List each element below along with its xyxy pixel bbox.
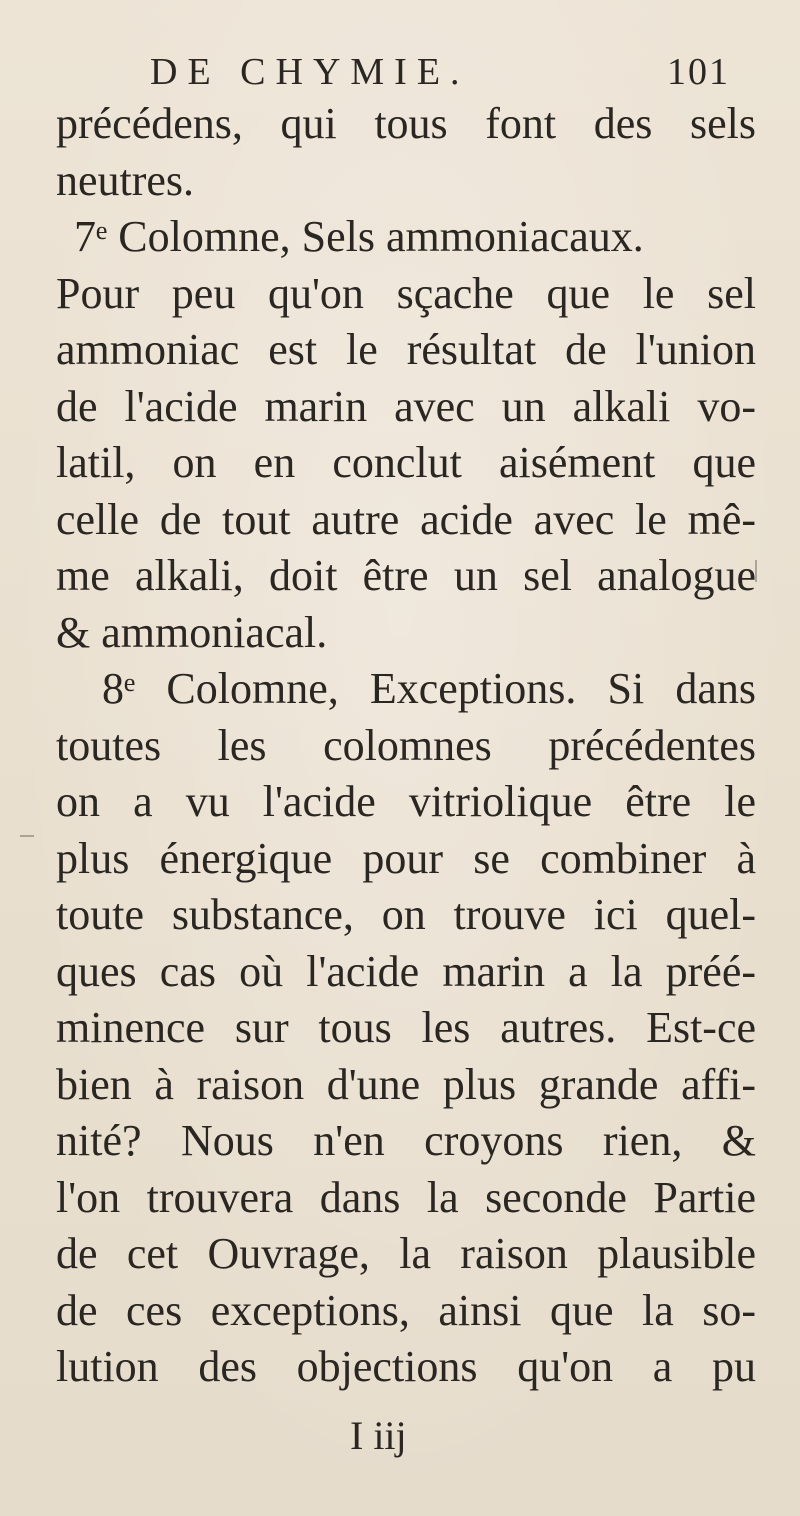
text-line: de l'acide marin avec un alkali vo-	[56, 381, 756, 431]
text-line: toute substance, on trouve ici quel-	[56, 890, 756, 939]
text-line: précédens, qui tous font des sels	[56, 99, 756, 148]
text-line: ques cas où l'acide marin a la préé-	[56, 946, 756, 996]
text-line: neutres.	[56, 155, 195, 205]
running-head	[150, 50, 730, 96]
margin-stray-mark	[755, 560, 757, 582]
text-line: lution des objections qu'on a pu	[56, 1342, 756, 1391]
text-line: & ammoniacal.	[56, 607, 328, 657]
text-line: latil, on en conclut aisément que	[56, 438, 756, 487]
text-line: celle de tout autre acide avec le mê-	[56, 494, 756, 544]
section-heading-8: 8ᵉ Colomne, Exceptions. Si dans	[102, 664, 756, 713]
text-line: me alkali, doit être un sel analogue	[56, 551, 756, 600]
text-line: l'on trouvera dans la seconde Partie	[56, 1172, 756, 1222]
text-line: toutes les colomnes précédentes	[56, 720, 756, 770]
text-line: plus énergique pour se combiner à	[56, 833, 756, 883]
page-number: 101	[667, 51, 730, 93]
margin-stray-mark	[20, 835, 34, 837]
text-line: bien à raison d'une plus grande affi-	[56, 1059, 756, 1109]
text-line: de cet Ouvrage, la raison plausible	[56, 1229, 756, 1278]
text-line: ammoniac est le résultat de l'union	[56, 325, 756, 374]
body-text	[56, 96, 756, 1396]
text-line: on a vu l'acide vitriolique être le	[56, 777, 756, 826]
section-heading-7: 7ᵉ Colomne, Sels ammoniacaux.	[74, 212, 644, 261]
text-line: nité? Nous n'en croyons rien, &	[56, 1116, 756, 1165]
text-line: minence sur tous les autres. Est-ce	[56, 1003, 756, 1052]
text-line: de ces exceptions, ainsi que la so-	[56, 1285, 756, 1335]
text-line: Pour peu qu'on sçache que le sel	[56, 268, 756, 318]
signature-mark: I iij	[350, 1413, 407, 1458]
running-head-title: DE CHYMIE.	[150, 51, 470, 93]
